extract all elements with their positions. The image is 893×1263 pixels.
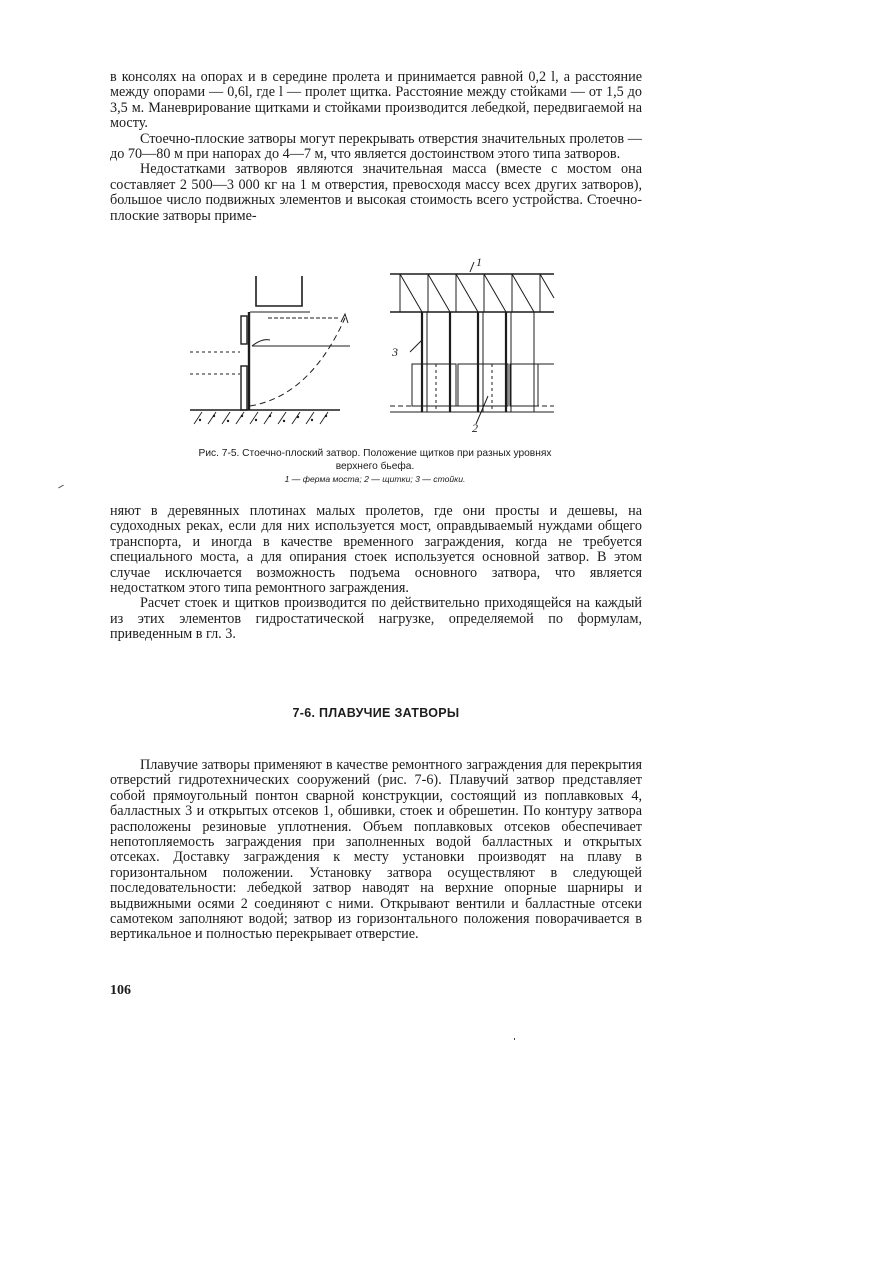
text-block-top [110,70,642,224]
paragraph: няют в деревянных плотинах малых пролетов, где они просты и дешевы, на судоходных реках, если для них используется мост, оправдываемый нуждами общего транспорта, и иногда в качестве временного заграждения, когда не требуется специального моста, а для опирания стоек используется основной затвор. В этом случае исключается возможность подъема основного затвора, что является недостатком этого типа ремонтного заграждения. [110,503,642,597]
figure-gate-diagram [190,256,560,436]
label-posts: 3 [392,345,398,359]
section-drawing [190,276,350,424]
paragraph: в консолях на опорах и в середине пролета и принимается равной 0,2 l, а расстояние между опорами — 0,6l, где l — пролет щитка. Расстояние между стойками — от 1,5 до 3,5 м. Маневрирование щитками и стойками производится лебедкой, передвигаемой на мосту. [110,69,642,132]
paragraph: Стоечно-плоские затворы могут перекрывать отверстия значительных пролетов — до 70—80 м при напорах до 4—7 м, что является достоинством этого типа затворов. [110,130,642,163]
figure-caption [190,448,560,486]
paragraph: Недостатками затворов являются значительная масса (вместе с мостом она составляет 2 500—3 000 кг на 1 м отверстия, превосходя массу всех других затворов), большое число подвижных элементов и высокая стоимость всего устройства. Стоечно-плоские затворы приме- [110,161,642,224]
elevation-drawing [390,262,554,424]
scan-mark [514,1038,515,1040]
paragraph: Расчет стоек и щитков производится по действительно приходящейся на каждый из этих элементов гидростатической нагрузке, определяемой по формулам, приведенным в гл. 3. [110,595,642,643]
scan-mark [58,485,64,489]
caption-legend: 1 — ферма моста; 2 — щитки; 3 — стойки. [284,474,466,484]
page-number: 106 [110,983,131,998]
caption-text: Рис. 7-5. Стоечно-плоский затвор. Положение щитков при разных уровнях верхнего бьефа. [198,448,552,472]
text-block-bottom [110,758,642,943]
label-truss: 1 [476,256,482,269]
label-shields: 2 [472,421,478,435]
section-heading: 7-6. ПЛАВУЧИЕ ЗАТВОРЫ [292,706,460,720]
paragraph: Плавучие затворы применяют в качестве ремонтного заграждения для перекрытия отверстий гидротехнических сооружений (рис. 7-6). Плавучий затвор представляет собой прямоугольный понтон сварной конструкции, состоящий из поплавковых 4, балластных 3 и открытых отсеков 1, обшивки, стоек и обрешетин. По контуру затвора расположены резиновые уплотнения. Объем поплавковых отсеков обеспечивает непотопляемость заграждения при заполненных водой балластных и открытых отсеках. Доставку заграждения к месту установки производят на плаву в горизонтальном положении. Установку затвора осуществляют в следующей последовательности: лебедкой затвор наводят на верхние опорные шарниры и выдвижными осями 2 соединяют с ними. Открывают вентили и балластные отсеки самотеком заполняют водой; затвор из горизонтального положения поворачивается в вертикальное и полностью перекрывает отверстие. [110,757,642,943]
text-block-middle [110,504,642,643]
